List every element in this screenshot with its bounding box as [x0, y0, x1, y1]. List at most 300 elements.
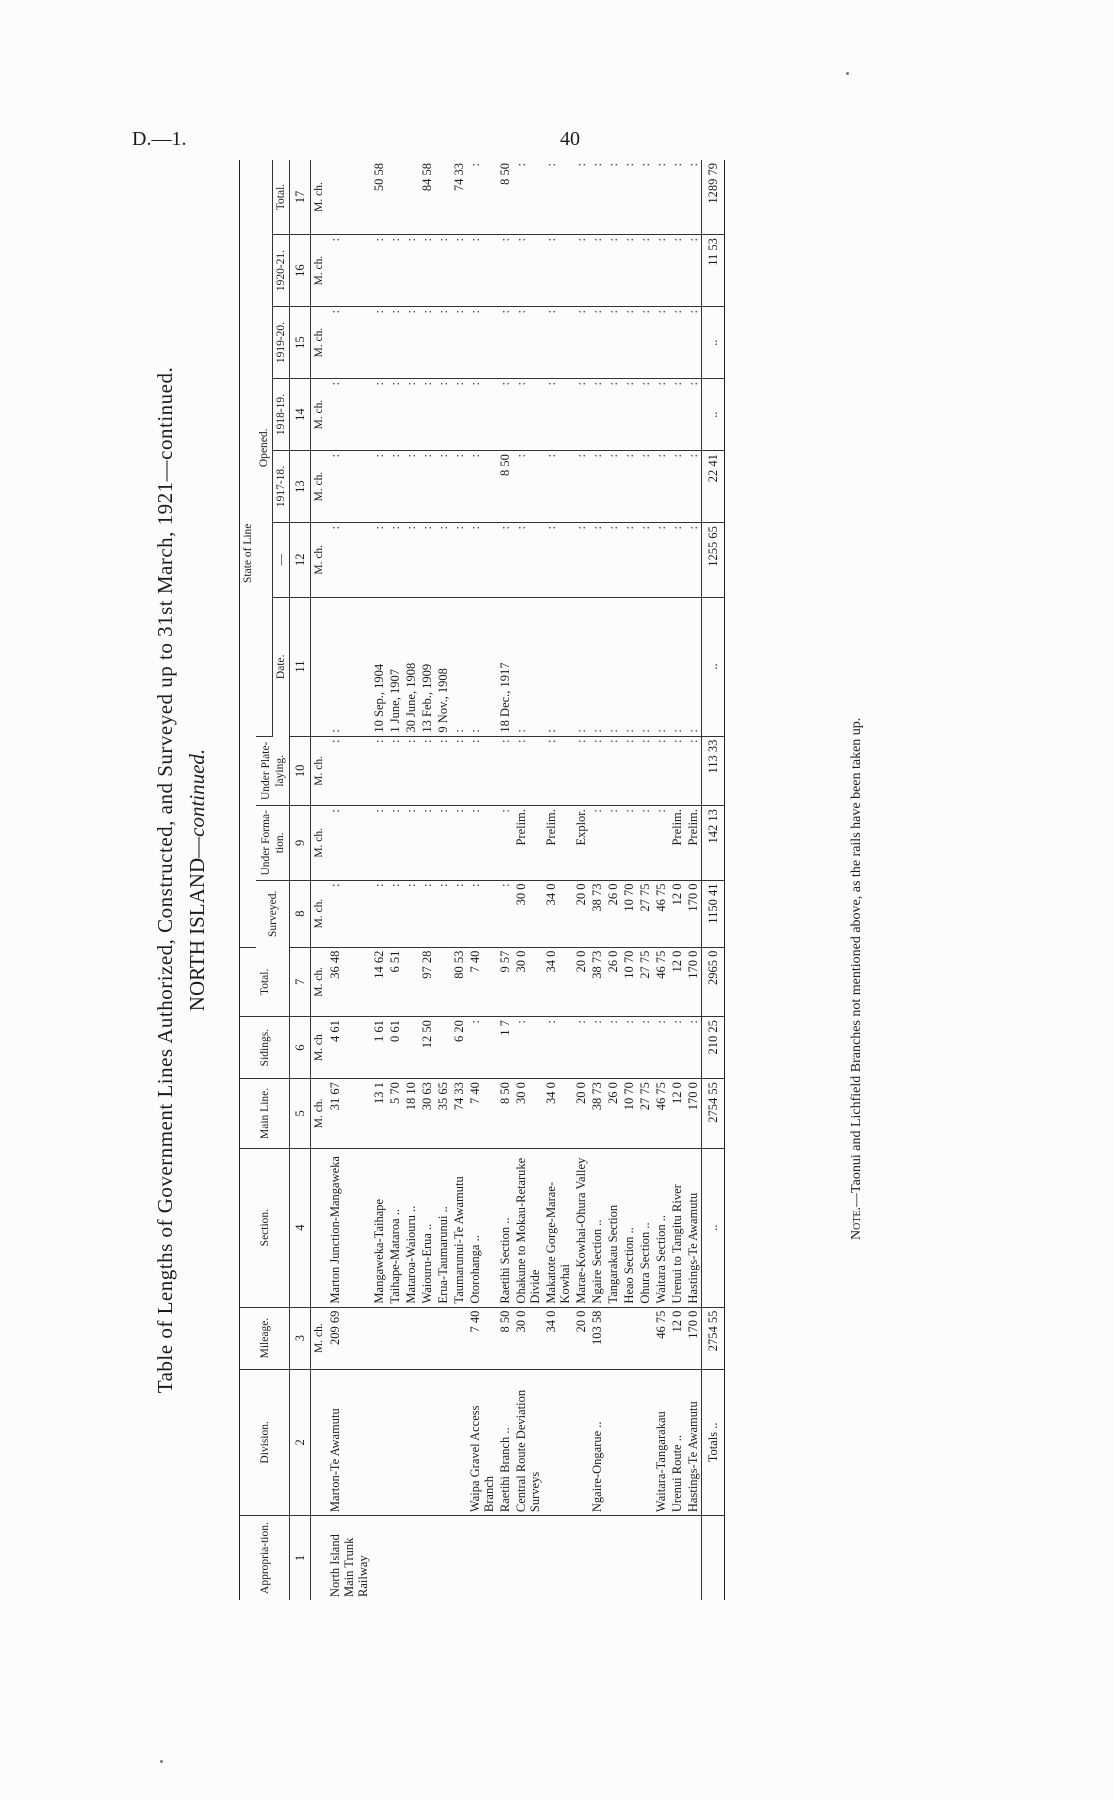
total-cell: 34 0 — [543, 947, 573, 1017]
surveyed-cell: 12 0 — [669, 880, 685, 947]
under-formation-cell: : — [387, 806, 403, 880]
appropriation-cell — [621, 1516, 637, 1600]
opened-total-cell — [403, 160, 419, 235]
opened-early-cell: : — [497, 523, 513, 597]
opened-1919-20-cell: : — [543, 307, 573, 379]
column-number-row — [290, 160, 311, 1600]
opened-1917-18-cell: : — [573, 451, 589, 523]
opened-1917-18-cell: : — [327, 451, 371, 523]
table-row — [685, 160, 702, 1600]
table-row — [573, 160, 589, 1600]
header-1920-21: 1920-21. — [273, 235, 290, 307]
opened-1920-21-cell: : — [371, 235, 387, 307]
header-1918-19: 1918-19. — [273, 379, 290, 451]
main-line-cell: 5 70 — [387, 1079, 403, 1149]
unit-label: M. ch. — [311, 806, 328, 880]
unit-label: M. ch. — [311, 736, 328, 806]
under-formation-cell: : — [497, 806, 513, 880]
column-number: 9 — [290, 806, 311, 880]
total-cell: 14 62 — [371, 947, 387, 1017]
under-platelaying-cell: : — [371, 736, 387, 806]
column-number: 11 — [290, 597, 311, 736]
opened-early-cell: : — [371, 523, 387, 597]
section-cell: Marae-Kowhai-Ohura Valley — [573, 1148, 589, 1307]
print-speck — [846, 72, 849, 75]
opened-1918-19-cell: : — [497, 379, 513, 451]
opened-1920-21-cell: : — [451, 235, 467, 307]
main-line-cell: 13 1 — [371, 1079, 387, 1149]
mileage-cell — [371, 1307, 387, 1369]
sidings-cell: 1 61 — [371, 1017, 387, 1079]
table-row — [327, 160, 371, 1600]
header-mileage: Mileage. — [240, 1307, 290, 1369]
table-row — [621, 160, 637, 1600]
opened-1917-18-cell: : — [403, 451, 419, 523]
division-cell — [403, 1369, 419, 1515]
opened-date-cell: : — [621, 597, 637, 736]
print-speck — [160, 1760, 163, 1763]
section-cell: Marton Junction-Mangaweka — [327, 1148, 371, 1307]
main-line-cell: 30 0 — [513, 1079, 543, 1149]
opened-1919-20-cell: : — [685, 307, 702, 379]
mileage-cell — [605, 1307, 621, 1369]
sidings-cell: : — [513, 1017, 543, 1079]
unit-label: M. ch. — [311, 947, 328, 1017]
sidings-cell: : — [589, 1017, 605, 1079]
section-cell: Ohakune to Mokau-Retaruke Divide — [513, 1148, 543, 1307]
opened-date-cell: : — [605, 597, 621, 736]
under-formation-cell: Explor. — [573, 806, 589, 880]
opened-1917-18-cell: : — [605, 451, 621, 523]
table-row — [497, 160, 513, 1600]
under-platelaying-cell: : — [637, 736, 653, 806]
opened-1918-19-cell: : — [451, 379, 467, 451]
opened-1917-18-cell: : — [621, 451, 637, 523]
surveyed-cell: 26 0 — [605, 880, 621, 947]
sidings-cell: : — [467, 1017, 497, 1079]
under-formation-cell: : — [621, 806, 637, 880]
section-cell: Taihape-Mataroa .. — [387, 1148, 403, 1307]
opened-1917-18-cell: : — [653, 451, 669, 523]
opened-1917-18-cell: : — [387, 451, 403, 523]
main-line-cell: 12 0 — [669, 1079, 685, 1149]
opened-1919-20-cell: : — [419, 307, 435, 379]
opened-1920-21-cell: : — [637, 235, 653, 307]
total-cell — [403, 947, 419, 1017]
main-line-cell: 7 40 — [467, 1079, 497, 1149]
opened-1917-18-cell: 8 50 — [497, 451, 513, 523]
mileage-cell: 170 0 — [685, 1307, 702, 1369]
opened-1920-21-cell: : — [497, 235, 513, 307]
surveyed-cell: : — [403, 880, 419, 947]
opened-total-cell: : — [513, 160, 543, 235]
under-formation-cell: : — [467, 806, 497, 880]
opened-1919-20-cell: : — [403, 307, 419, 379]
totals-total: 2965 0 — [702, 947, 725, 1017]
opened-1918-19-cell: : — [637, 379, 653, 451]
main-line-cell: 34 0 — [543, 1079, 573, 1149]
total-cell: 30 0 — [513, 947, 543, 1017]
opened-1919-20-cell: : — [669, 307, 685, 379]
opened-total-cell — [387, 160, 403, 235]
section-cell: Taumarunui-Te Awamutu — [451, 1148, 467, 1307]
sidings-cell: : — [605, 1017, 621, 1079]
opened-total-cell: 74 33 — [451, 160, 467, 235]
header-sidings: Sidings. — [240, 1017, 290, 1079]
footnote — [849, 718, 865, 1240]
total-cell: 6 51 — [387, 947, 403, 1017]
header-main-line: Main Line. — [240, 1079, 290, 1149]
appropriation-cell — [685, 1516, 702, 1600]
table-row — [589, 160, 605, 1600]
sidings-cell: : — [637, 1017, 653, 1079]
under-platelaying-cell: : — [403, 736, 419, 806]
opened-1918-19-cell: : — [653, 379, 669, 451]
under-platelaying-cell: : — [621, 736, 637, 806]
sidings-cell: : — [669, 1017, 685, 1079]
opened-1919-20-cell: : — [435, 307, 451, 379]
division-cell — [419, 1369, 435, 1515]
under-platelaying-cell: : — [653, 736, 669, 806]
opened-1919-20-cell: : — [387, 307, 403, 379]
totals-surveyed: 1150 41 — [702, 880, 725, 947]
under-formation-cell: : — [589, 806, 605, 880]
section-cell: Raetihi Section .. — [497, 1148, 513, 1307]
opened-early-cell: : — [467, 523, 497, 597]
opened-total-cell: : — [543, 160, 573, 235]
totals-sidings: 210 25 — [702, 1017, 725, 1079]
totals-row — [702, 160, 725, 1600]
totals-under-platelaying: 113 33 — [702, 736, 725, 806]
opened-1918-19-cell: : — [621, 379, 637, 451]
totals-main-line: 2754 55 — [702, 1079, 725, 1149]
column-number: 8 — [290, 880, 311, 947]
opened-total-cell — [435, 160, 451, 235]
opened-1918-19-cell: : — [327, 379, 371, 451]
opened-early-cell: : — [419, 523, 435, 597]
opened-date-cell: 9 Nov., 1908 — [435, 597, 451, 736]
opened-total-cell: : — [653, 160, 669, 235]
under-platelaying-cell: : — [605, 736, 621, 806]
sidings-cell — [435, 1017, 451, 1079]
under-platelaying-cell: : — [513, 736, 543, 806]
opened-date-cell: 13 Feb., 1909 — [419, 597, 435, 736]
sidings-cell: 1 7 — [497, 1017, 513, 1079]
table-subtitle — [185, 160, 210, 1600]
opened-1918-19-cell: : — [467, 379, 497, 451]
surveyed-cell: : — [419, 880, 435, 947]
opened-1920-21-cell: : — [543, 235, 573, 307]
appropriation-cell — [669, 1516, 685, 1600]
opened-date-cell: : — [653, 597, 669, 736]
table-row — [451, 160, 467, 1600]
mileage-cell: 34 0 — [543, 1307, 573, 1369]
appropriation-cell — [451, 1516, 467, 1600]
opened-1918-19-cell: : — [387, 379, 403, 451]
opened-date-cell: : — [637, 597, 653, 736]
opened-1919-20-cell: : — [637, 307, 653, 379]
mileage-cell — [637, 1307, 653, 1369]
surveyed-cell: : — [467, 880, 497, 947]
under-formation-cell: : — [403, 806, 419, 880]
opened-date-cell: : — [513, 597, 543, 736]
sidings-cell: 4 61 — [327, 1017, 371, 1079]
opened-1920-21-cell: : — [513, 235, 543, 307]
opened-1920-21-cell: : — [605, 235, 621, 307]
totals-1918-19: .. — [702, 379, 725, 451]
opened-date-cell: 30 June, 1908 — [403, 597, 419, 736]
unit-label: M. ch. — [311, 1307, 328, 1369]
opened-1920-21-cell: : — [419, 235, 435, 307]
column-number: 2 — [290, 1369, 311, 1515]
section-cell: Heao Section .. — [621, 1148, 637, 1307]
appropriation-cell — [403, 1516, 419, 1600]
surveyed-cell: 34 0 — [543, 880, 573, 947]
header-date: Date. — [273, 597, 290, 736]
table-row — [467, 160, 497, 1600]
header-division: Division. — [240, 1369, 290, 1515]
under-platelaying-cell: : — [419, 736, 435, 806]
totals-opened-early: 1255 65 — [702, 523, 725, 597]
table-title: Table of Lengths of Government Lines Authorized, Constructed, and Surveyed up to 31st March, 1921—continued. — [153, 366, 177, 1394]
table-row — [543, 160, 573, 1600]
totals-mileage: 2754 55 — [702, 1307, 725, 1369]
appropriation-cell: North Island Main Trunk Railway — [328, 1534, 370, 1597]
opened-1920-21-cell: : — [685, 235, 702, 307]
header-section: Section. — [240, 1148, 290, 1307]
opened-1918-19-cell: : — [589, 379, 605, 451]
opened-early-cell: : — [605, 523, 621, 597]
opened-date-cell: : — [669, 597, 685, 736]
main-line-cell: 20 0 — [573, 1079, 589, 1149]
unit-label: M. ch — [311, 1017, 328, 1079]
section-cell: Urenui to Tangitu River — [669, 1148, 685, 1307]
mileage-cell — [451, 1307, 467, 1369]
unit-label: M. ch. — [311, 523, 328, 597]
opened-1919-20-cell: : — [451, 307, 467, 379]
header-total: Total. — [240, 947, 290, 1017]
opened-early-cell: : — [573, 523, 589, 597]
column-number: 14 — [290, 379, 311, 451]
under-formation-cell: : — [435, 806, 451, 880]
opened-total-cell: : — [685, 160, 702, 235]
total-cell: 10 70 — [621, 947, 637, 1017]
main-line-cell: 30 63 — [419, 1079, 435, 1149]
opened-total-cell: : — [621, 160, 637, 235]
table-row — [669, 160, 685, 1600]
opened-1918-19-cell: : — [513, 379, 543, 451]
section-cell: Erua-Taumarunui .. — [435, 1148, 451, 1307]
table-row — [419, 160, 435, 1600]
opened-1920-21-cell: : — [327, 235, 371, 307]
opened-1918-19-cell: : — [605, 379, 621, 451]
opened-1917-18-cell: : — [513, 451, 543, 523]
appropriation-cell — [435, 1516, 451, 1600]
under-formation-cell: : — [419, 806, 435, 880]
sidings-cell: 6 20 — [451, 1017, 467, 1079]
opened-1918-19-cell: : — [419, 379, 435, 451]
lengths-table — [239, 160, 725, 1600]
opened-1917-18-cell: : — [589, 451, 605, 523]
surveyed-cell: : — [435, 880, 451, 947]
appropriation-cell — [543, 1516, 573, 1600]
under-platelaying-cell: : — [327, 736, 371, 806]
under-formation-cell: : — [653, 806, 669, 880]
opened-total-cell: : — [637, 160, 653, 235]
division-cell — [573, 1369, 589, 1515]
mileage-cell — [403, 1307, 419, 1369]
subtitle-main: NORTH ISLAND— — [185, 836, 209, 1012]
opened-1919-20-cell: : — [653, 307, 669, 379]
opened-early-cell: : — [513, 523, 543, 597]
opened-total-cell: : — [605, 160, 621, 235]
opened-1919-20-cell: : — [621, 307, 637, 379]
total-cell — [435, 947, 451, 1017]
header-surveyed: Surveyed. — [256, 880, 290, 947]
totals-1917-18: 22 41 — [702, 451, 725, 523]
total-cell: 80 53 — [451, 947, 467, 1017]
surveyed-cell: : — [451, 880, 467, 947]
footnote-text: —Taonui and Lichfield Branches not mentioned above, as the rails have been taken up. — [849, 717, 864, 1207]
opened-total-cell — [327, 160, 371, 235]
division-cell: Raetihi Branch .. — [497, 1369, 513, 1515]
under-formation-cell: Prelim. — [513, 806, 543, 880]
opened-1918-19-cell: : — [403, 379, 419, 451]
opened-1919-20-cell: : — [497, 307, 513, 379]
opened-1920-21-cell: : — [435, 235, 451, 307]
opened-early-cell: : — [403, 523, 419, 597]
subtitle-continued: continued. — [185, 748, 209, 837]
division-cell — [371, 1369, 387, 1515]
division-cell: Urenui Route .. — [669, 1369, 685, 1515]
column-number: 12 — [290, 523, 311, 597]
mileage-cell — [419, 1307, 435, 1369]
under-platelaying-cell: : — [497, 736, 513, 806]
footnote-lead: Note. — [849, 1206, 864, 1240]
main-line-cell: 38 73 — [589, 1079, 605, 1149]
header-dash: — — [273, 523, 290, 597]
mileage-cell — [621, 1307, 637, 1369]
under-platelaying-cell: : — [669, 736, 685, 806]
mileage-cell — [387, 1307, 403, 1369]
opened-total-cell: 8 50 — [497, 160, 513, 235]
header-1919-20: 1919-20. — [273, 307, 290, 379]
under-formation-cell: Prelim. — [669, 806, 685, 880]
opened-1919-20-cell: : — [467, 307, 497, 379]
opened-early-cell: : — [435, 523, 451, 597]
main-line-cell: 35 65 — [435, 1079, 451, 1149]
header-opened: Opened. — [256, 160, 273, 736]
division-cell: Hastings-Te Awamutu — [685, 1369, 702, 1515]
opened-1917-18-cell: : — [419, 451, 435, 523]
mileage-cell: 7 40 — [467, 1307, 497, 1369]
table-row — [605, 160, 621, 1600]
opened-1918-19-cell: : — [371, 379, 387, 451]
table-row — [513, 160, 543, 1600]
opened-1918-19-cell: : — [685, 379, 702, 451]
opened-1917-18-cell: : — [543, 451, 573, 523]
sidings-cell: 0 61 — [387, 1017, 403, 1079]
opened-1918-19-cell: : — [435, 379, 451, 451]
opened-1917-18-cell: : — [637, 451, 653, 523]
opened-early-cell: : — [387, 523, 403, 597]
column-number: 1 — [290, 1516, 311, 1600]
under-platelaying-cell: : — [685, 736, 702, 806]
surveyed-cell: 170 0 — [685, 880, 702, 947]
surveyed-cell: 20 0 — [573, 880, 589, 947]
main-line-cell: 26 0 — [605, 1079, 621, 1149]
section-cell: Makatote Gorge-Marae-Kowhai — [543, 1148, 573, 1307]
unit-label: M. ch. — [311, 307, 328, 379]
opened-early-cell: : — [451, 523, 467, 597]
main-line-cell: 18 10 — [403, 1079, 419, 1149]
appropriation-cell — [605, 1516, 621, 1600]
surveyed-cell: 27 75 — [637, 880, 653, 947]
section-cell: Mataroa-Waiouru .. — [403, 1148, 419, 1307]
opened-1917-18-cell: : — [435, 451, 451, 523]
unit-label: M. ch. — [311, 160, 328, 235]
opened-date-cell: : — [467, 597, 497, 736]
opened-1917-18-cell: : — [371, 451, 387, 523]
main-line-cell: 8 50 — [497, 1079, 513, 1149]
header-under-formation: Under Forma-tion. — [256, 806, 290, 880]
column-number: 15 — [290, 307, 311, 379]
column-number: 17 — [290, 160, 311, 235]
main-line-cell: 27 75 — [637, 1079, 653, 1149]
appropriation-cell — [513, 1516, 543, 1600]
under-platelaying-cell: : — [435, 736, 451, 806]
surveyed-cell: 46 75 — [653, 880, 669, 947]
header-opened-total: Total. — [273, 160, 290, 235]
totals-1920-21: 11 53 — [702, 235, 725, 307]
opened-total-cell: : — [467, 160, 497, 235]
division-cell — [543, 1369, 573, 1515]
section-cell: Ohura Section .. — [637, 1148, 653, 1307]
opened-1917-18-cell: : — [451, 451, 467, 523]
appropriation-cell — [387, 1516, 403, 1600]
total-cell: 97 28 — [419, 947, 435, 1017]
division-cell: Waipa Gravel Access Branch — [467, 1369, 497, 1515]
opened-1917-18-cell: : — [467, 451, 497, 523]
appropriation-cell — [419, 1516, 435, 1600]
table-row — [637, 160, 653, 1600]
opened-date-cell: 18 Dec., 1917 — [497, 597, 513, 736]
opened-date-cell: : — [685, 597, 702, 736]
mileage-cell: 46 75 — [653, 1307, 669, 1369]
section-cell: Hastings-Te Awamutu — [685, 1148, 702, 1307]
table-row — [435, 160, 451, 1600]
opened-1920-21-cell: : — [467, 235, 497, 307]
appropriation-cell — [653, 1516, 669, 1600]
opened-early-cell: : — [589, 523, 605, 597]
under-formation-cell: : — [327, 806, 371, 880]
table-row — [403, 160, 419, 1600]
totals-section: .. — [702, 1148, 725, 1307]
opened-total-cell: : — [669, 160, 685, 235]
opened-date-cell: 10 Sep., 1904 — [371, 597, 387, 736]
sidings-cell: : — [685, 1017, 702, 1079]
appropriation-cell — [637, 1516, 653, 1600]
total-cell: 26 0 — [605, 947, 621, 1017]
header-state-of-line: State of Line — [240, 160, 257, 947]
opened-1919-20-cell: : — [371, 307, 387, 379]
totals-label: Totals .. — [702, 1369, 725, 1515]
table-row — [653, 160, 669, 1600]
opened-date-cell: : — [543, 597, 573, 736]
opened-early-cell: : — [621, 523, 637, 597]
unit-label: M. ch. — [311, 235, 328, 307]
appropriation-cell — [589, 1516, 605, 1600]
